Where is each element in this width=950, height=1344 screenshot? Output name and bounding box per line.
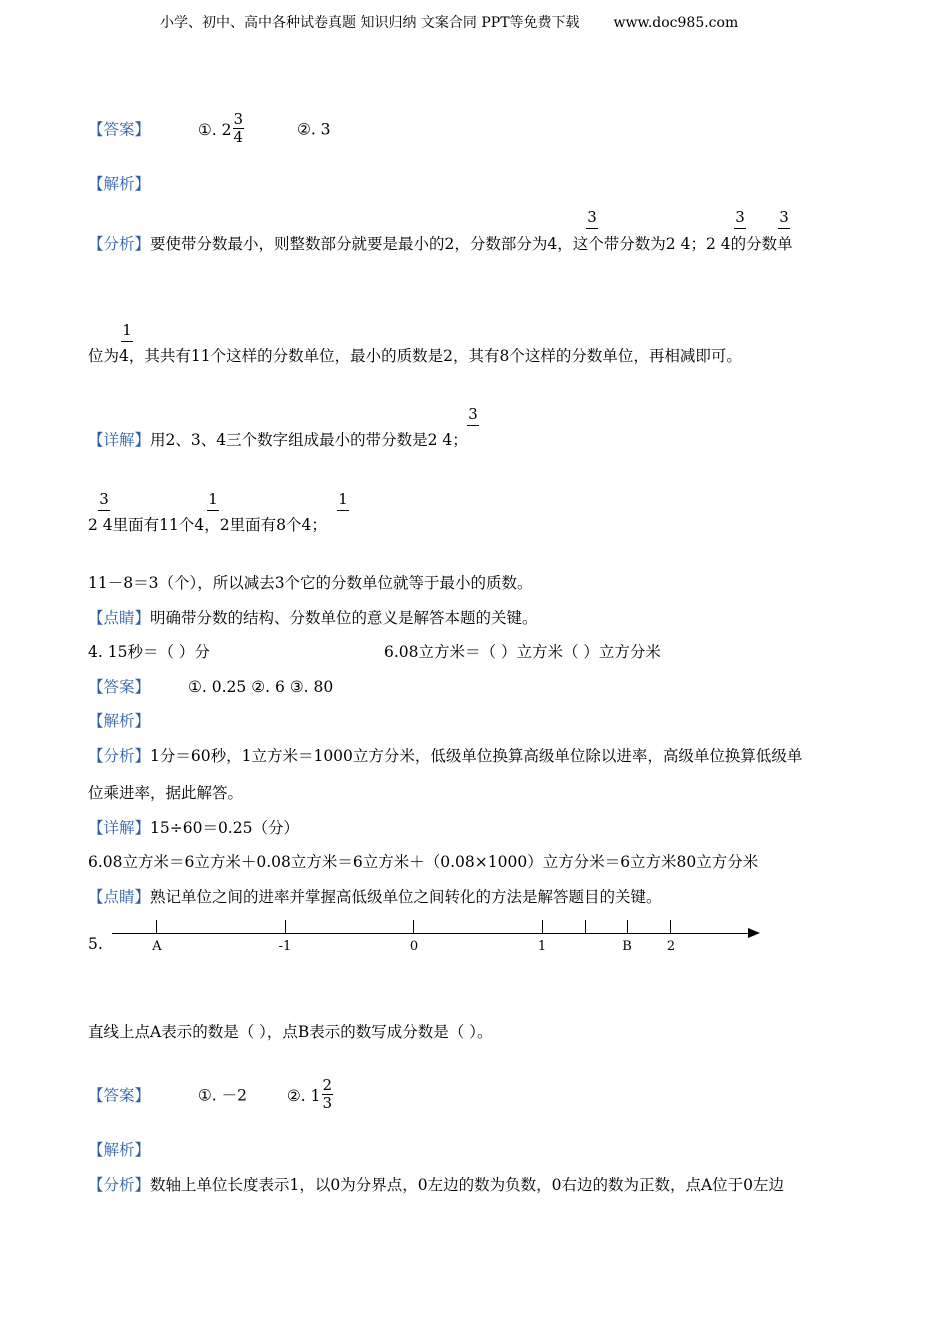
axis-label: -1 bbox=[278, 939, 292, 954]
dianjing-tag: 【点睛】 bbox=[88, 888, 151, 906]
axis-label: A bbox=[152, 939, 162, 954]
page-header bbox=[160, 14, 738, 32]
q3-fenxi-line-1: 【分析】要使带分数最小，则整数部分就要是最小的2，分数部分为4，这个带分数为2 4；2 4的分数单 bbox=[88, 235, 793, 253]
tick-mark bbox=[156, 920, 157, 933]
q4-fenxi-line-1: 【分析】1分＝60秒，1立方米＝1000立方分米，低级单位换算高级单位除以进率，高级单位换算低级单 bbox=[88, 747, 803, 765]
fraction-numerator: 3 bbox=[777, 208, 791, 226]
q3-xiangjie-line-1: 【详解】用2、3、4三个数字组成最小的带分数是2 4； bbox=[88, 431, 468, 449]
q4-dianjing-line: 【点睛】熟记单位之间的进率并掌握高低级单位之间转化的方法是解答题目的关键。 bbox=[88, 888, 662, 906]
fraction-numerator: 1 bbox=[120, 321, 134, 339]
q5-answer-1: ①. －2 bbox=[197, 1086, 248, 1105]
q5-answer-2: ②. 1 $\frac{2}{3}$ bbox=[286, 1076, 333, 1112]
q4-question-b: 6.08立方米＝（ ）立方米（ ）立方分米 bbox=[384, 643, 661, 661]
q4-jiexi-tag: 【解析】 bbox=[88, 712, 151, 730]
number-line-axis bbox=[112, 933, 752, 934]
q5-question: 直线上点A表示的数是（ ），点B表示的数写成分数是（ ）。 bbox=[88, 1023, 493, 1041]
answer-tag: 【答案】 bbox=[88, 120, 151, 139]
axis-label: 2 bbox=[666, 939, 676, 954]
q4-fenxi-line-2: 位乘进率，据此解答。 bbox=[88, 784, 244, 802]
q3-fenxi-line-2: 位为4，其共有11个这样的分数单位，最小的质数是2，其有8个这样的分数单位，再相减即可。 bbox=[88, 347, 742, 365]
fraction-numerator: 1 bbox=[206, 490, 220, 508]
q4-answer-line: 【答案】 ①. 0.25 ②. 6 ③. 80 bbox=[88, 678, 334, 696]
tick-mark bbox=[285, 920, 286, 933]
fraction-numerator: 3 bbox=[466, 405, 480, 423]
fenxi-tag: 【分析】 bbox=[88, 235, 151, 253]
header-title: 小学、初中、高中各种试卷真题 知识归纳 文案合同 PPT等免费下载 bbox=[160, 15, 580, 31]
q3-xiangjie-line-2: 2 4里面有11个4，2里面有8个4； bbox=[88, 516, 327, 534]
q5-number: 5. bbox=[88, 935, 103, 953]
q5-fenxi-line-1: 【分析】数轴上单位长度表示1，以0为分界点，0左边的数为负数，0右边的数为正数，点A位于0左边 bbox=[88, 1176, 785, 1194]
dianjing-tag: 【点睛】 bbox=[88, 609, 151, 627]
q4-xiangjie-line-1: 【详解】15÷60＝0.25（分） bbox=[88, 819, 299, 837]
q3-jiexi-tag: 【解析】 bbox=[88, 175, 151, 193]
answer-tag: 【答案】 bbox=[88, 1086, 151, 1105]
axis-label: B bbox=[622, 939, 632, 954]
fraction-numerator: 1 bbox=[336, 490, 350, 508]
axis-label: 1 bbox=[537, 939, 547, 954]
fraction-numerator: 3 bbox=[97, 490, 111, 508]
tick-mark bbox=[585, 920, 586, 933]
q3-dianjing-line: 【点睛】明确带分数的结构、分数单位的意义是解答本题的关键。 bbox=[88, 609, 538, 627]
q3-answer-line bbox=[88, 110, 331, 147]
q4-question-a: 4. 15秒＝（ ）分 bbox=[88, 643, 210, 661]
tick-mark bbox=[413, 920, 414, 933]
q5-answer-line bbox=[88, 1076, 334, 1113]
fenxi-tag: 【分析】 bbox=[88, 1176, 151, 1194]
fraction-numerator: 3 bbox=[585, 208, 599, 226]
q3-xiangjie-line-3: 11－8＝3（个），所以减去3个它的分数单位就等于最小的质数。 bbox=[88, 574, 533, 592]
header-url: www.doc985.com bbox=[613, 15, 739, 31]
q3-answer-1: ①. 2 $\frac{3}{4}$ bbox=[197, 110, 244, 146]
number-line-arrow-icon bbox=[748, 928, 760, 938]
q4-xiangjie-line-2: 6.08立方米＝6立方米＋0.08立方米＝6立方米＋（0.08×1000）立方分米＝6立方米80立方分米 bbox=[88, 853, 759, 871]
axis-label: 0 bbox=[409, 939, 419, 954]
xiangjie-tag: 【详解】 bbox=[88, 819, 151, 837]
tick-mark bbox=[542, 920, 543, 933]
q3-answer-2: ②. 3 bbox=[296, 120, 331, 139]
answer-tag: 【答案】 bbox=[88, 678, 151, 696]
xiangjie-tag: 【详解】 bbox=[88, 431, 151, 449]
fraction-numerator: 3 bbox=[733, 208, 747, 226]
fenxi-tag: 【分析】 bbox=[88, 747, 151, 765]
q5-jiexi-tag: 【解析】 bbox=[88, 1141, 151, 1159]
tick-mark bbox=[627, 920, 628, 933]
tick-mark bbox=[670, 920, 671, 933]
